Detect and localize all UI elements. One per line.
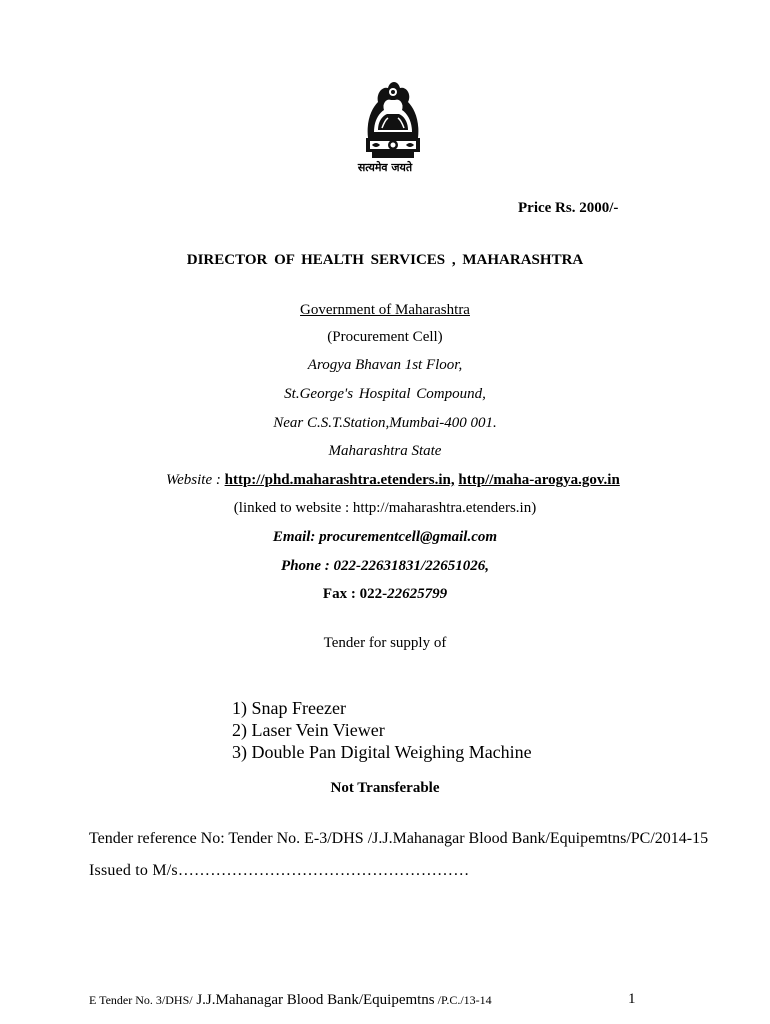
- tender-item: 1) Snap Freezer: [232, 698, 346, 718]
- address-state: Maharashtra State: [328, 443, 442, 459]
- not-transferable-label: Not Transferable: [330, 780, 440, 796]
- tender-intro: Tender for supply of: [323, 635, 447, 651]
- emblem-motto: सत्यमेव जयते: [357, 161, 413, 174]
- website-link-2[interactable]: http//maha-arogya.gov.in: [458, 472, 620, 488]
- address-line-2: St.George's Hospital Compound,: [284, 386, 486, 402]
- phone-line: Phone : 022-22631831/22651026,: [281, 558, 489, 574]
- tender-reference: Tender reference No: Tender No. E-3/DHS /J.J.Mahanagar Blood Bank/Equipemtns/PC/2014-15: [89, 830, 709, 847]
- website-line: [166, 472, 620, 489]
- fax-label: Fax : 022-: [322, 586, 388, 602]
- cell-name: (Procurement Cell): [327, 329, 443, 345]
- website-label: Website :: [166, 472, 225, 488]
- price-label: Price Rs. 2000/-: [518, 200, 619, 216]
- issued-to-line: Issued to M/s………………………………………………: [89, 862, 470, 879]
- national-emblem-icon: [358, 72, 428, 174]
- email-line: Email: procurementcell@gmail.com: [272, 529, 498, 545]
- footer-main: J.J.Mahanagar Blood Bank/Equipemtns: [192, 992, 435, 1008]
- footer-prefix: E Tender No. 3/DHS/: [89, 993, 193, 1007]
- fax-line: [0, 586, 770, 603]
- linked-website: (linked to website : http://maharashtra.etenders.in): [233, 500, 537, 516]
- website-link-1[interactable]: http://phd.maharashtra.etenders.in,: [224, 472, 455, 488]
- department-heading: DIRECTOR OF HEALTH SERVICES , MAHARASHTRA: [186, 252, 584, 268]
- page-number: 1: [628, 991, 636, 1007]
- footer-suffix: /P.C./13-14: [434, 993, 492, 1007]
- government-name: Government of Maharashtra: [300, 302, 470, 318]
- address-line-3: Near C.S.T.Station,Mumbai-400 001.: [273, 415, 497, 431]
- tender-item: 3) Double Pan Digital Weighing Machine: [232, 742, 532, 762]
- tender-items-list: [232, 697, 532, 763]
- fax-number: 22625799: [387, 586, 448, 602]
- address-line-1: Arogya Bhavan 1st Floor,: [307, 357, 463, 373]
- footer-reference: [89, 991, 492, 1009]
- tender-item: 2) Laser Vein Viewer: [232, 720, 385, 740]
